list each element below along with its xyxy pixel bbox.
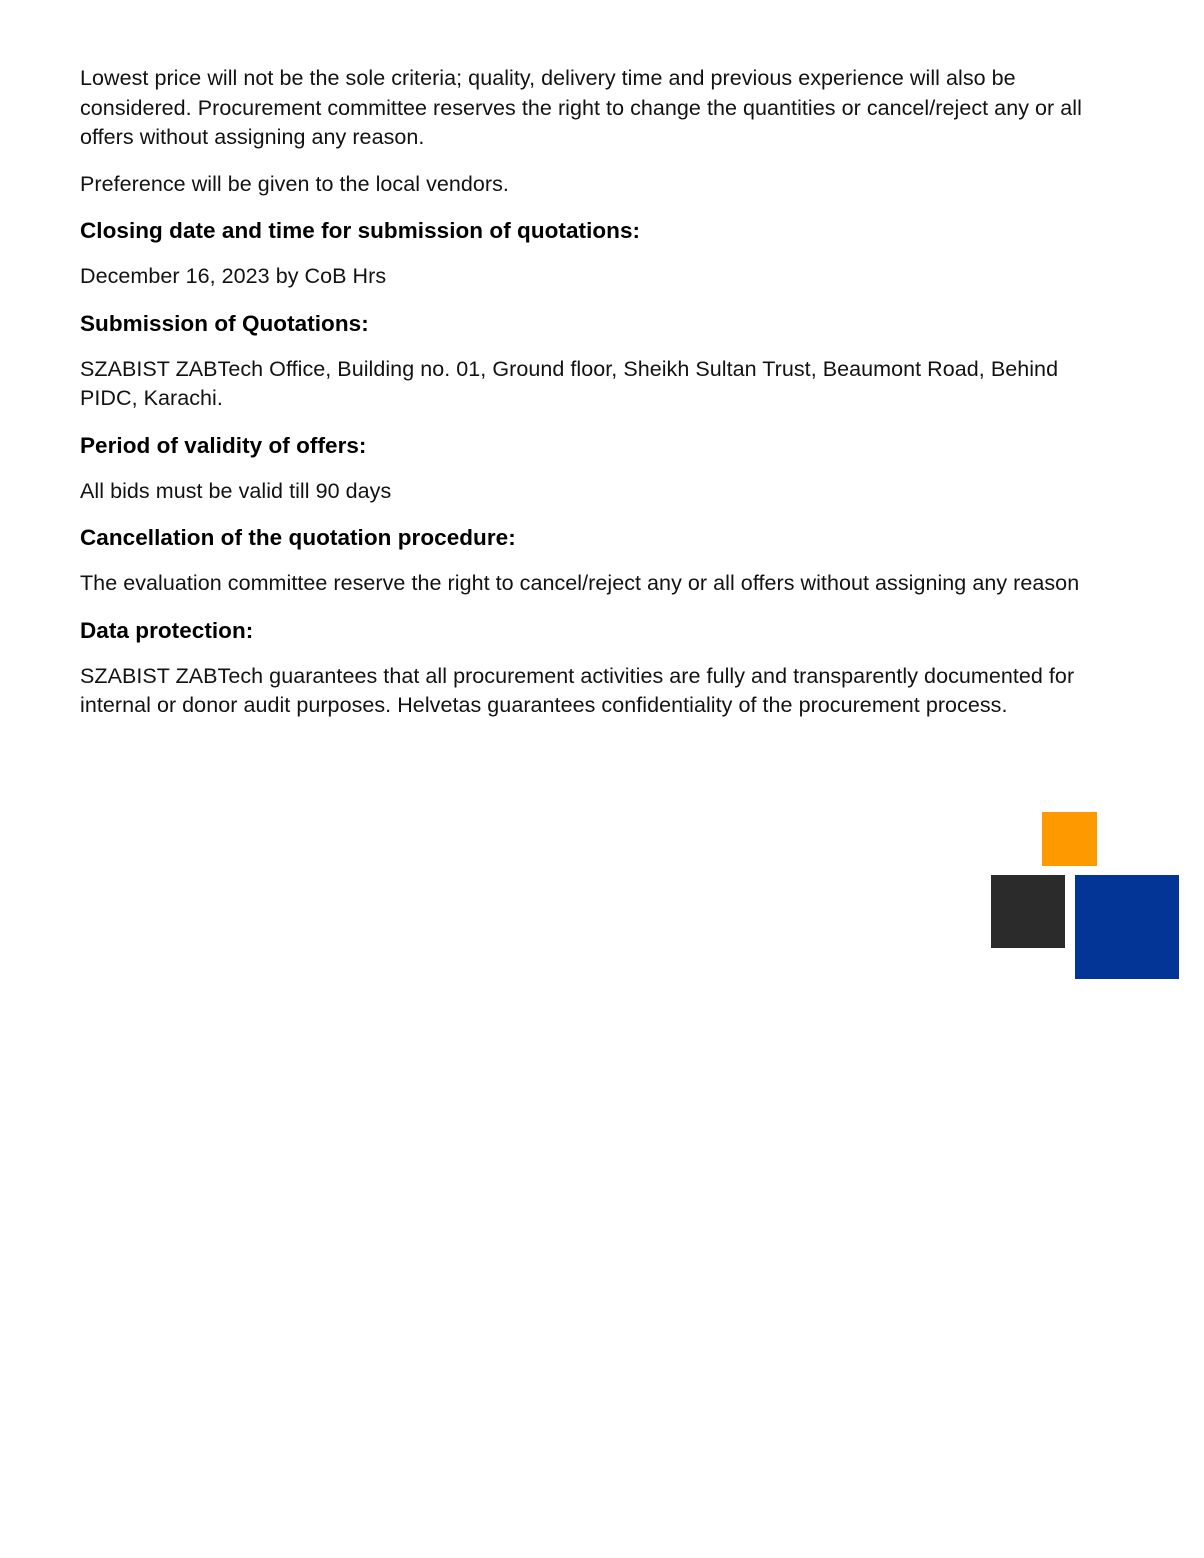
logo-square-orange [1042,812,1097,866]
heading-submission-of-quotations: Submission of Quotations: [80,310,369,336]
helvetas-logo [991,812,1181,980]
heading-data-protection: Data protection: [80,617,254,643]
paragraph-local-vendor-preference: Preference will be given to the local vendors. [80,171,509,196]
heading-period-of-validity: Period of validity of offers: [80,432,367,458]
logo-square-blue [1075,875,1179,979]
paragraph-validity-value: All bids must be valid till 90 days [80,478,392,503]
document-body [80,64,1102,721]
paragraph-submission-address: SZABIST ZABTech Office, Building no. 01, Ground floor, Sheikh Sultan Trust, Beaumont Road, Behind PIDC, Karachi. [80,356,1059,410]
heading-closing-date: Closing date and time for submission of quotations: [80,218,641,243]
paragraph-lowest-price: Lowest price will not be the sole criteria; quality, delivery time and previous experience will also be considered. Procurement committee reserves the right to change the quantities or cancel/reject any or all offers without assigning any reason. [80,66,1082,149]
heading-cancellation-procedure: Cancellation of the quotation procedure: [80,525,516,550]
logo-square-dark [991,875,1065,948]
paragraph-closing-date-value: December 16, 2023 by CoB Hrs [80,264,387,288]
paragraph-cancellation-text: The evaluation committee reserve the right to cancel/reject any or all offers without assigning any reason [80,571,1080,595]
paragraph-data-protection-text: SZABIST ZABTech guarantees that all procurement activities are fully and transparently documented for internal or donor audit purposes. Helvetas guarantees confidentiality of the procurement process. [80,663,1075,717]
